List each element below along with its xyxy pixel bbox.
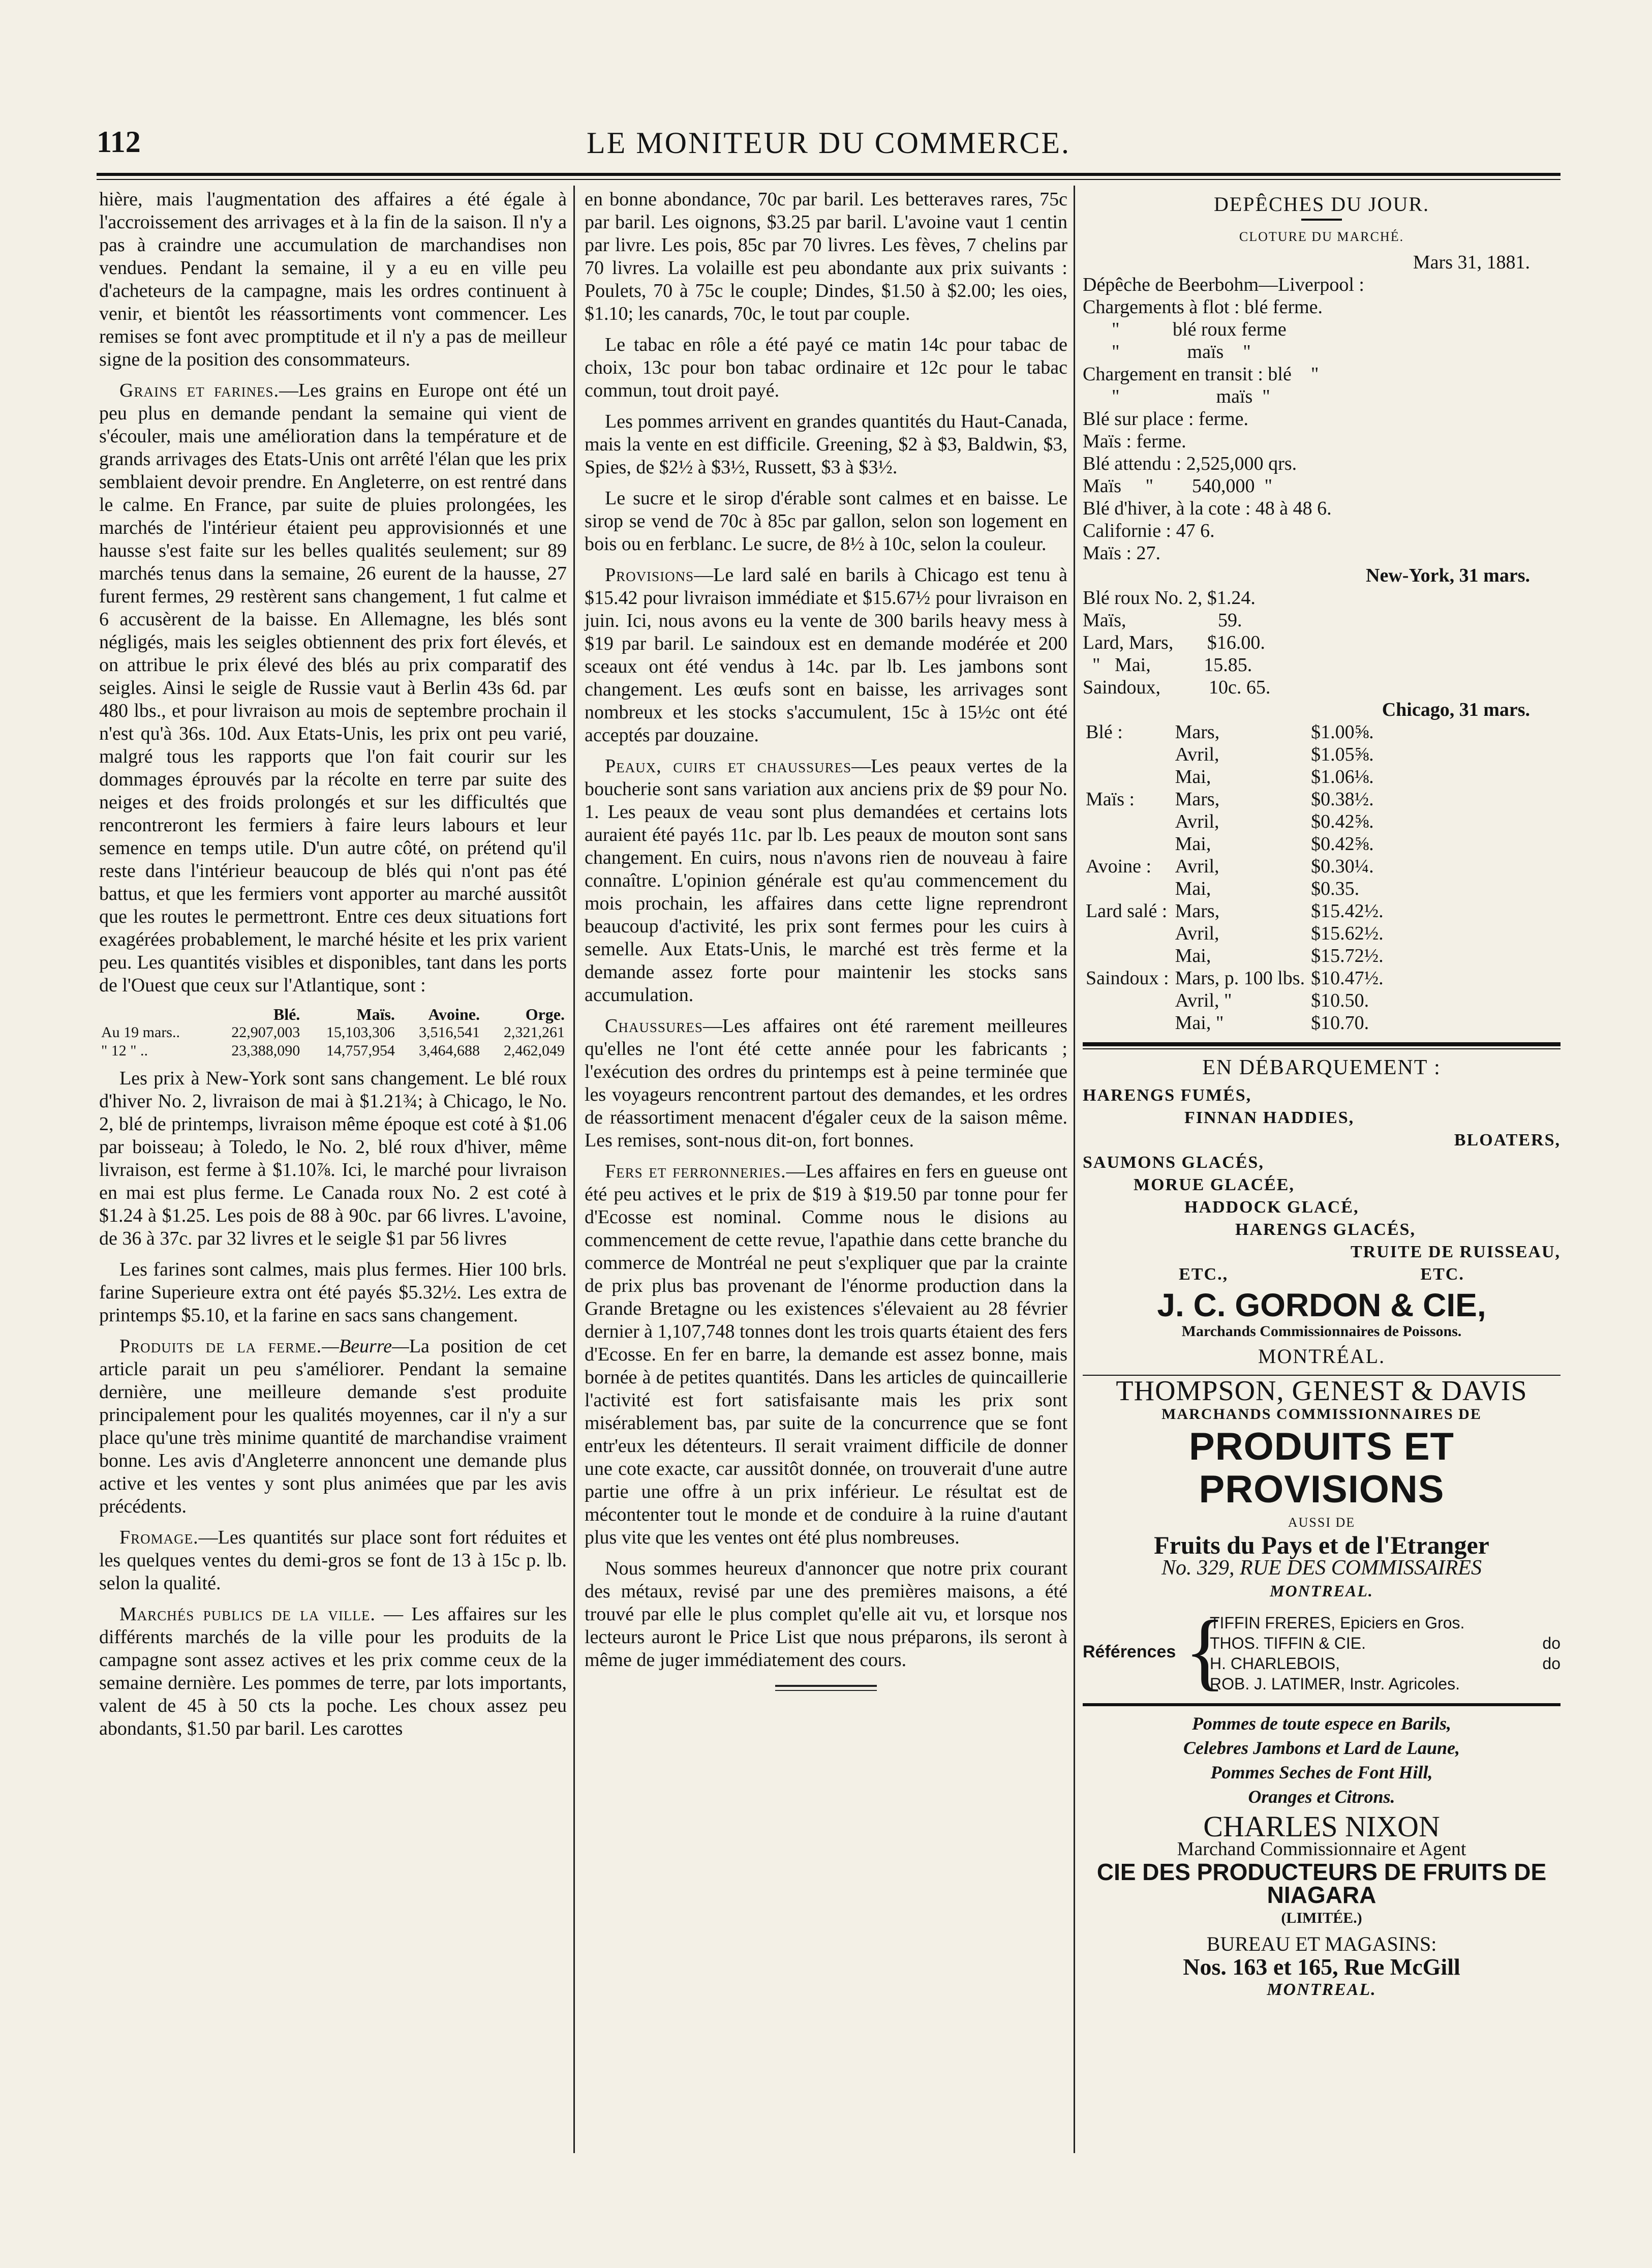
section-heading: Fromage. xyxy=(119,1527,199,1548)
deb-item: TRUITE DE RUISSEAU, xyxy=(1350,1243,1561,1261)
commodity: Avoine : xyxy=(1086,856,1152,877)
paragraph xyxy=(99,379,567,997)
depeches-title: DEPÊCHES DU JOUR. xyxy=(1213,193,1430,216)
table-cell: 14,757,954 xyxy=(326,1042,395,1059)
chicago-quotes-table xyxy=(1083,721,1387,1034)
end-ornament-rule xyxy=(775,1685,877,1691)
section-heading: Provisions xyxy=(605,564,694,586)
chicago-heading: Chicago, 31 mars. xyxy=(1382,699,1530,720)
month: Mai, xyxy=(1175,833,1211,855)
table-header: Orge. xyxy=(525,1005,565,1023)
price: $15.62½. xyxy=(1311,923,1384,944)
section-heading: Peaux, cuirs et chaussures xyxy=(605,755,852,777)
liverpool-line: Chargement en transit : blé " xyxy=(1083,364,1319,385)
aussi-label: AUSSI DE xyxy=(1288,1515,1356,1530)
deb-item: HADDOCK GLACÉ, xyxy=(1184,1198,1359,1217)
table-cell: 22,907,003 xyxy=(231,1024,300,1041)
month: Mai, xyxy=(1175,766,1211,788)
nixon-products xyxy=(1083,1711,1561,1809)
liverpool-line: Maïs : ferme. xyxy=(1083,431,1186,452)
gordon-name: J. C. GORDON & CIE, xyxy=(1157,1287,1486,1323)
dispatch-date: Mars 31, 1881. xyxy=(1413,252,1530,273)
journal-title: LE MONITEUR DU COMMERCE. xyxy=(587,126,1070,160)
table-cell: 2,462,049 xyxy=(504,1042,565,1059)
reference-ditto: do xyxy=(1542,1634,1561,1652)
cloture-heading: CLOTURE DU MARCHÉ. xyxy=(1239,229,1404,244)
section-text: —Le lard salé en barils à Chicago est tenu à $15.42 pour livraison immédiate et $15.67½ pour livraison en juin. Ici, nous avons eu la vente de 300 barils heavy mess à $19 par baril. Le saindoux est en demande modérée et 200 sceaux ont été vendus à 14c. par lb. Les jambons sont changement. Les œufs sont en baisse, les arrivages sont nombreux et les stocks s'accumulent, 15c à 15½c ont été acceptés par douzaine. xyxy=(585,564,1067,746)
gordon-advertisement xyxy=(1083,1056,1561,1368)
section-heading: Marchés publics de la ville. xyxy=(119,1604,376,1625)
month: Mai, xyxy=(1175,945,1211,966)
table-cell: 15,103,306 xyxy=(326,1024,395,1041)
depeches-section xyxy=(1083,193,1561,1034)
table-row xyxy=(1083,721,1387,743)
gordon-city: MONTRÉAL. xyxy=(1258,1345,1386,1368)
limitee-label: (LIMITÉE.) xyxy=(1281,1910,1362,1926)
month: Mars, xyxy=(1175,721,1220,743)
section-heading: Chaussures xyxy=(605,1015,703,1037)
debarquement-title: EN DÉBARQUEMENT : xyxy=(1202,1056,1441,1079)
cie-heading: CIE DES PRODUCTEURS DE FRUITS DE NIAGARA xyxy=(1096,1859,1547,1908)
nixon-address: Nos. 163 et 165, Rue McGill xyxy=(1183,1954,1460,1980)
produits-heading: PRODUITS ET PROVISIONS xyxy=(1189,1425,1454,1511)
column-divider xyxy=(573,186,575,2153)
month: Avril, xyxy=(1175,744,1219,765)
paragraph: Les farines sont calmes, mais plus fermes. Hier 100 brls. farine Superieure extra ont été payés $5.32½. Les extra de printemps $5.10, et la farine en sacs sans changement. xyxy=(99,1259,567,1326)
commodity: Blé : xyxy=(1086,721,1123,743)
nixon-name: CHARLES NIXON xyxy=(1203,1810,1440,1843)
month: Mars, xyxy=(1175,900,1220,922)
liverpool-line: " maïs " xyxy=(1083,341,1251,362)
gordon-subtitle: Marchands Commissionnaires de Poissons. xyxy=(1181,1323,1462,1340)
table-header xyxy=(99,1005,207,1023)
nixon-product-line: Pommes de toute espece en Barils, xyxy=(1192,1713,1451,1734)
section-text: La position de cet article parait un peu s'améliorer. Pendant la semaine dernière, une meilleure demande s'est produite principalement pour les qualités moyennes, car il n'y a sur place qu'une très minime quantité de marchandise vraiment bonne. Les avis d'Angleterre annoncent une demande plus active et les ventes y sont plus animées que par les avis précédents. xyxy=(99,1336,567,1517)
table-row xyxy=(1083,922,1387,945)
paragraph: Le sucre et le sirop d'érable sont calmes et en baisse. Le sirop se vend de 70c à 85c par gallon, selon son logement en bois ou en ferblanc. Le sucre, de 8½ à 10c, selon la couleur. xyxy=(585,488,1067,555)
paragraph xyxy=(585,755,1067,1007)
thompson-name: THOMPSON, GENEST & DAVIS xyxy=(1116,1375,1527,1407)
column-3 xyxy=(1083,188,1561,2001)
fruits-heading: Fruits du Pays et de l'Etranger xyxy=(1154,1531,1489,1559)
column-1 xyxy=(99,188,567,1748)
reference-name: TIFFIN FRERES, Epiciers en Gros. xyxy=(1210,1614,1465,1632)
newyork-heading: New-York, 31 mars. xyxy=(1366,565,1530,586)
table-row xyxy=(1083,900,1387,922)
paragraph xyxy=(99,1526,567,1595)
table-row xyxy=(99,1023,567,1042)
month: Avril, " xyxy=(1175,990,1232,1011)
deb-item: HARENGS GLACÉS, xyxy=(1235,1220,1416,1239)
liverpool-line: Blé d'hiver, à la cote : 48 à 48 6. xyxy=(1083,498,1332,519)
table-row xyxy=(1083,766,1387,788)
liverpool-line: Chargements à flot : blé ferme. xyxy=(1083,296,1323,318)
paragraph xyxy=(99,1335,567,1518)
table-header-row xyxy=(99,1005,567,1023)
section-heading: Grains et farines. xyxy=(119,380,280,401)
etc-label: ETC., xyxy=(1179,1265,1229,1284)
price: $0.30¼. xyxy=(1311,856,1374,877)
table-row xyxy=(1083,989,1387,1012)
commodity xyxy=(1083,878,1172,900)
bureau-label: BUREAU ET MAGASINS: xyxy=(1206,1932,1437,1955)
paragraph: Les prix à New-York sont sans changement. Le blé roux d'hiver No. 2, livraison de mai à $1.21¾; à Chicago, le No. 2, blé de printemps, livraison même époque est coté à $1.06 par boisseau; à Toledo, le No. 2, blé roux d'hiver, même livraison, est ferme à $1.10⅞. Ici, le marché pour livraison en mai est plus ferme. Le Canada roux No. 2 est coté à $1.24 à $1.25. Les pois de 88 à 90c. par 66 livres. L'avoine, de 36 à 37c. par 32 livres et le seigle $1 par 56 livres xyxy=(99,1068,567,1249)
price: $0.42⅝. xyxy=(1311,833,1374,855)
table-row xyxy=(99,1042,567,1060)
deb-item-etc xyxy=(1083,1263,1561,1286)
section-text: —Les affaires en fers en gueuse ont été peu actives et le prix de $19 à $19.50 par tonne pour fer d'Ecosse est nominal. Comme nous le disions au commencement de cette revue, l'apathie dans cette branche du commerce de Montréal ne peut s'expliquer que par la crainte de prix plus bas provenant de l'énorme production dans la Grande Bretagne ou les existences s'élevaient au 28 février dernier à 1,107,748 tonnes dont les trois quarts étaient des fers d'Ecosse. En fer en barre, la demande est assez bonne, mais bornée à de petites quantités. Dans les articles de quincaillerie l'activité est fort satisfaisante mais les prix sont misérablement bas, par suite de la concurrence que se font entr'eux les détenteurs. Il serait vraiment difficile de donner une cote exacte, car aussitôt donnée, on trouverait d'une autre partie une offre à un prix inférieur. Le résultat est de mécontenter tout le monde et de conduire à la ruine d'autant plus vite que les ventes ont été plus nombreuses. xyxy=(585,1161,1067,1548)
deb-item: HARENGS FUMÉS, xyxy=(1083,1086,1252,1105)
commodity xyxy=(1083,989,1172,1012)
table-header: Avoine. xyxy=(428,1005,480,1023)
price: $1.05⅝. xyxy=(1311,744,1374,765)
commodity xyxy=(1083,743,1172,766)
newyork-line: Saindoux, 10c. 65. xyxy=(1083,677,1271,698)
newyork-line: Blé roux No. 2, $1.24. xyxy=(1083,587,1256,609)
price: $15.72½. xyxy=(1311,945,1384,966)
liverpool-line: " blé roux ferme xyxy=(1083,319,1287,340)
nixon-product-line: Oranges et Citrons. xyxy=(1248,1787,1395,1807)
section-rule xyxy=(1083,1042,1561,1046)
price: $10.50. xyxy=(1311,990,1369,1011)
price: $10.47½. xyxy=(1311,967,1384,989)
deb-item: FINNAN HADDIES, xyxy=(1184,1108,1355,1127)
commodity: Saindoux : xyxy=(1086,967,1169,989)
price: $1.00⅝. xyxy=(1311,721,1374,743)
header-rule xyxy=(97,173,1561,176)
price: $0.38½. xyxy=(1311,789,1374,810)
table-cell: 2,321,261 xyxy=(504,1024,565,1041)
reference-item xyxy=(1210,1653,1561,1674)
brace-glyph: { xyxy=(1184,1603,1226,1699)
nixon-product-line: Celebres Jambons et Lard de Laune, xyxy=(1183,1738,1460,1758)
reference-item xyxy=(1210,1633,1561,1653)
reference-name: H. CHARLEBOIS, xyxy=(1210,1654,1340,1673)
grain-stock-table xyxy=(99,1005,567,1060)
table-row xyxy=(1083,810,1387,833)
table-header: Blé. xyxy=(273,1005,300,1023)
commodity xyxy=(1083,922,1172,945)
paragraph xyxy=(99,1603,567,1740)
reference-name: THOS. TIFFIN & CIE. xyxy=(1210,1634,1366,1652)
nixon-subtitle: Marchand Commissionnaire et Agent xyxy=(1177,1838,1466,1860)
nixon-city: MONTREAL. xyxy=(1267,1980,1376,1999)
liverpool-line: Blé sur place : ferme. xyxy=(1083,408,1249,430)
table-cell: 23,388,090 xyxy=(231,1042,300,1059)
table-row xyxy=(1083,967,1387,989)
nixon-advertisement xyxy=(1083,1711,1561,2001)
table-cell: Au 19 mars.. xyxy=(101,1024,180,1041)
table-cell: 3,516,541 xyxy=(418,1024,480,1041)
paragraph: Le tabac en rôle a été payé ce matin 14c pour tabac de choix, 13c pour bon tabac ordinaire et 12c pour le tabac commun, tout droit payé. xyxy=(585,334,1067,401)
commodity: Maïs : xyxy=(1086,789,1135,810)
liverpool-line: Californie : 47 6. xyxy=(1083,520,1215,541)
commodity xyxy=(1083,766,1172,788)
commodity xyxy=(1083,833,1172,855)
etc-label: ETC. xyxy=(1420,1265,1464,1284)
reference-item xyxy=(1210,1674,1561,1694)
paragraph: hière, mais l'augmentation des affaires a été égale à l'accroissement des arrivages et à la fin de la saison. Il n'y a pas à craindre une accumulation de marchandises non vendues. Pendant la semaine, il y a eu en ville peu d'acheteurs de la campagne, mais les ordres continuent à venir, et bientôt les réassortiments vont commencer. Les remises se font avec promptitude et il n'y a pas de meilleur signe de la position des consommateurs. xyxy=(99,189,567,370)
price: $1.06⅛. xyxy=(1311,766,1374,788)
paragraph: Les pommes arrivent en grandes quantités du Haut-Canada, mais la vente en est difficile. Greening, $2 à $3, Baldwin, $3, Spies, de $2½ à $3½, Russett, $3 à $3½. xyxy=(585,411,1067,478)
reference-name: ROB. J. LATIMER, Instr. Agricoles. xyxy=(1210,1675,1460,1693)
section-heading: Produits de la ferme. xyxy=(119,1336,322,1357)
table-row xyxy=(1083,855,1387,878)
header-rule-thin xyxy=(97,179,1561,180)
table-cell: 3,464,688 xyxy=(418,1042,480,1059)
section-rule-thin xyxy=(1083,1048,1561,1049)
section-text: —Les grains en Europe ont été un peu plus en demande pendant la semaine qui vient de s'écouler, mais une amélioration dans la température et de grands arrivages des Etats-Unis ont arrêté l'élan que les prix semblaient devoir prendre. En Angleterre, on est rentré dans le calme. En France, par suite de pluies prolongées, les marchés de l'intérieur étaient peu approvisionnés et une hausse s'est faite sur les belles qualités seulement; sur 89 marchés tenus dans la semaine, 26 eurent de la hausse, 27 furent fermes, 29 restèrent sans changement, 1 fut calme et 6 accusèrent de la baisse. En Allemagne, les blés sont négligés, mais les seigles obtiennent des prix fort élevés, et on attribue le prix élevé des blés au prix comparatif des seigles. Ainsi le seigle de Russie vaut à Berlin 43s 6d. par 480 lbs., et pour livraison au mois de septembre prochain il n'est qu'à 36s. 10d. Aux Etats-Unis, les prix ont peu varié, malgré tous les rapports que l'on fait courir sur les dommages éprouvés par la récolte en terre par suite des neiges et des froids prolongés et sur les difficultés que rencontreront les fermiers à faire leurs labours et leur semence en temps utile. D'un autre côté, on prétend qu'il reste dans l'intérieur beaucoup de blés qui n'ont pas été battus, et que les fermiers vont apporter au marché aussitôt que les routes le permettront. Entre ces deux situations fort exagérées probablement, le marché hésite et les prix varient peu. Les quantités visibles et disponibles, tant dans les ports de l'Ouest que ceux sur l'Atlantique, sont : xyxy=(99,380,567,996)
month: Avril, xyxy=(1175,923,1219,944)
reference-ditto: do xyxy=(1542,1654,1561,1673)
section-text: —Les affaires ont été rarement meilleures qu'elles ne l'ont été cette année pour les fabricants ; l'exécution des ordres du printemps est à peine terminée que les voyageurs rencontrent partout des demandes, et les ordres de réassortiment menacent d'égaler ceux de la saison même. Les remises, sont-nous dit-on, fort bonnes. xyxy=(585,1015,1067,1151)
commodity: Lard salé : xyxy=(1086,900,1168,922)
month: Mars, p. 100 lbs. xyxy=(1175,967,1305,989)
liverpool-line: Blé attendu : 2,525,000 qrs. xyxy=(1083,453,1297,474)
paragraph xyxy=(585,1015,1067,1152)
table-row xyxy=(1083,945,1387,967)
paragraph: Nous sommes heureux d'annoncer que notre prix courant des métaux, revisé par une des premières maisons, a été trouvé par elle le plus complet qu'elle ait vu, et lorsque nos lecteurs auront le Price List que nous préparons, ils seront à même de juger immédiatement des cours. xyxy=(585,1558,1067,1671)
price: $0.35. xyxy=(1311,878,1360,899)
commodity xyxy=(1083,945,1172,967)
page-header xyxy=(97,125,1561,165)
references-list xyxy=(1210,1613,1561,1694)
liverpool-line: Maïs " 540,000 " xyxy=(1083,475,1273,497)
thompson-address: No. 329, RUE DES COMMISSAIRES xyxy=(1161,1556,1482,1580)
table-row xyxy=(1083,878,1387,900)
price: $15.42½. xyxy=(1311,900,1384,922)
column-2 xyxy=(585,188,1067,1691)
liverpool-line: Dépêche de Beerbohm—Liverpool : xyxy=(1083,274,1364,295)
thompson-city: MONTREAL. xyxy=(1270,1582,1373,1600)
paragraph xyxy=(585,1160,1067,1549)
month: Mai, xyxy=(1175,878,1211,899)
deb-item: MORUE GLACÉE, xyxy=(1134,1175,1295,1194)
deb-item: SAUMONS GLACÉS, xyxy=(1083,1153,1264,1172)
price: $10.70. xyxy=(1311,1012,1369,1034)
thompson-subtitle: MARCHANDS COMMISSIONNAIRES DE xyxy=(1161,1406,1482,1423)
section-text: —Les peaux vertes de la boucherie sont sans variation aux anciens prix de $9 pour No. 1. Les peaux de veau sont plus demandées et certains lots auraient été payés 11c. par lb. Les peaux de mouton sont sans changement. En cuirs, nous n'avons rien de nouveau à faire connaître. L'opinion générale est qu'au commencement du mois prochain, les affaires dans cette ligne reprendront beaucoup d'activité, les prix sont fermes pour les cuirs à semelle. Aux Etats-Unis, le marché est très ferme et la demande assez forte pour maintenir les stocks sans accumulation. xyxy=(585,755,1067,1006)
newyork-line: Maïs, 59. xyxy=(1083,610,1242,631)
liverpool-line: Maïs : 27. xyxy=(1083,542,1161,564)
section-heading: Fers et ferronneries. xyxy=(605,1161,786,1182)
table-cell: " 12 " .. xyxy=(101,1042,148,1059)
nixon-product-line: Pommes Seches de Font Hill, xyxy=(1210,1762,1433,1782)
paragraph: en bonne abondance, 70c par baril. Les betteraves rares, 75c par baril. Les oignons, $3.25 par baril. L'avoine vaut 1 centin par livre. Les pois, 85c par 70 livres. Les fèves, 7 chelins par 70 livres. La volaille est peu abondante aux prix suivants : Poulets, 70 à 75c le couple; Dindes, $1.50 à $2.00; les oies, $1.10; les canards, 70c, le tout par couple. xyxy=(585,189,1067,324)
title-rule xyxy=(1301,219,1342,221)
month: Mai, " xyxy=(1175,1012,1224,1034)
references-block xyxy=(1083,1603,1561,1699)
references-label: Références xyxy=(1083,1642,1176,1661)
newyork-line: " Mai, 15.85. xyxy=(1083,654,1252,676)
deb-item: BLOATERS, xyxy=(1454,1131,1561,1150)
table-row xyxy=(1083,1012,1387,1034)
section-text: —Les quantités sur place sont fort réduites et les quelques ventes du demi-gros se font de 13 à 15c p. lb. selon la qualité. xyxy=(99,1527,567,1594)
commodity xyxy=(1083,1012,1172,1034)
newyork-line: Lard, Mars, $16.00. xyxy=(1083,632,1265,653)
section-subheading: —Beurre— xyxy=(322,1336,409,1357)
table-row xyxy=(1083,743,1387,766)
table-row xyxy=(1083,788,1387,810)
month: Avril, xyxy=(1175,856,1219,877)
month: Avril, xyxy=(1175,811,1219,832)
month: Mars, xyxy=(1175,789,1220,810)
page-number: 112 xyxy=(97,125,141,159)
price: $0.42⅝. xyxy=(1311,811,1374,832)
column-divider xyxy=(1074,186,1075,2153)
reference-item xyxy=(1210,1613,1561,1633)
table-row xyxy=(1083,833,1387,855)
thompson-advertisement xyxy=(1083,1375,1561,1699)
commodity xyxy=(1083,810,1172,833)
table-header: Maïs. xyxy=(356,1005,395,1023)
section-rule xyxy=(1083,1703,1561,1706)
section-text: — Les affaires sur les différents marchés de la ville pour les produits de la campagne sont assez actives et les prix comme ceux de la semaine dernière. Les pommes de terre, par lots importants, valent de 45 à 50 cts la poche. Les choux assez peu abondants, $1.50 par baril. Les carottes xyxy=(99,1604,567,1739)
paragraph xyxy=(585,564,1067,747)
liverpool-line: " maïs " xyxy=(1083,386,1270,407)
